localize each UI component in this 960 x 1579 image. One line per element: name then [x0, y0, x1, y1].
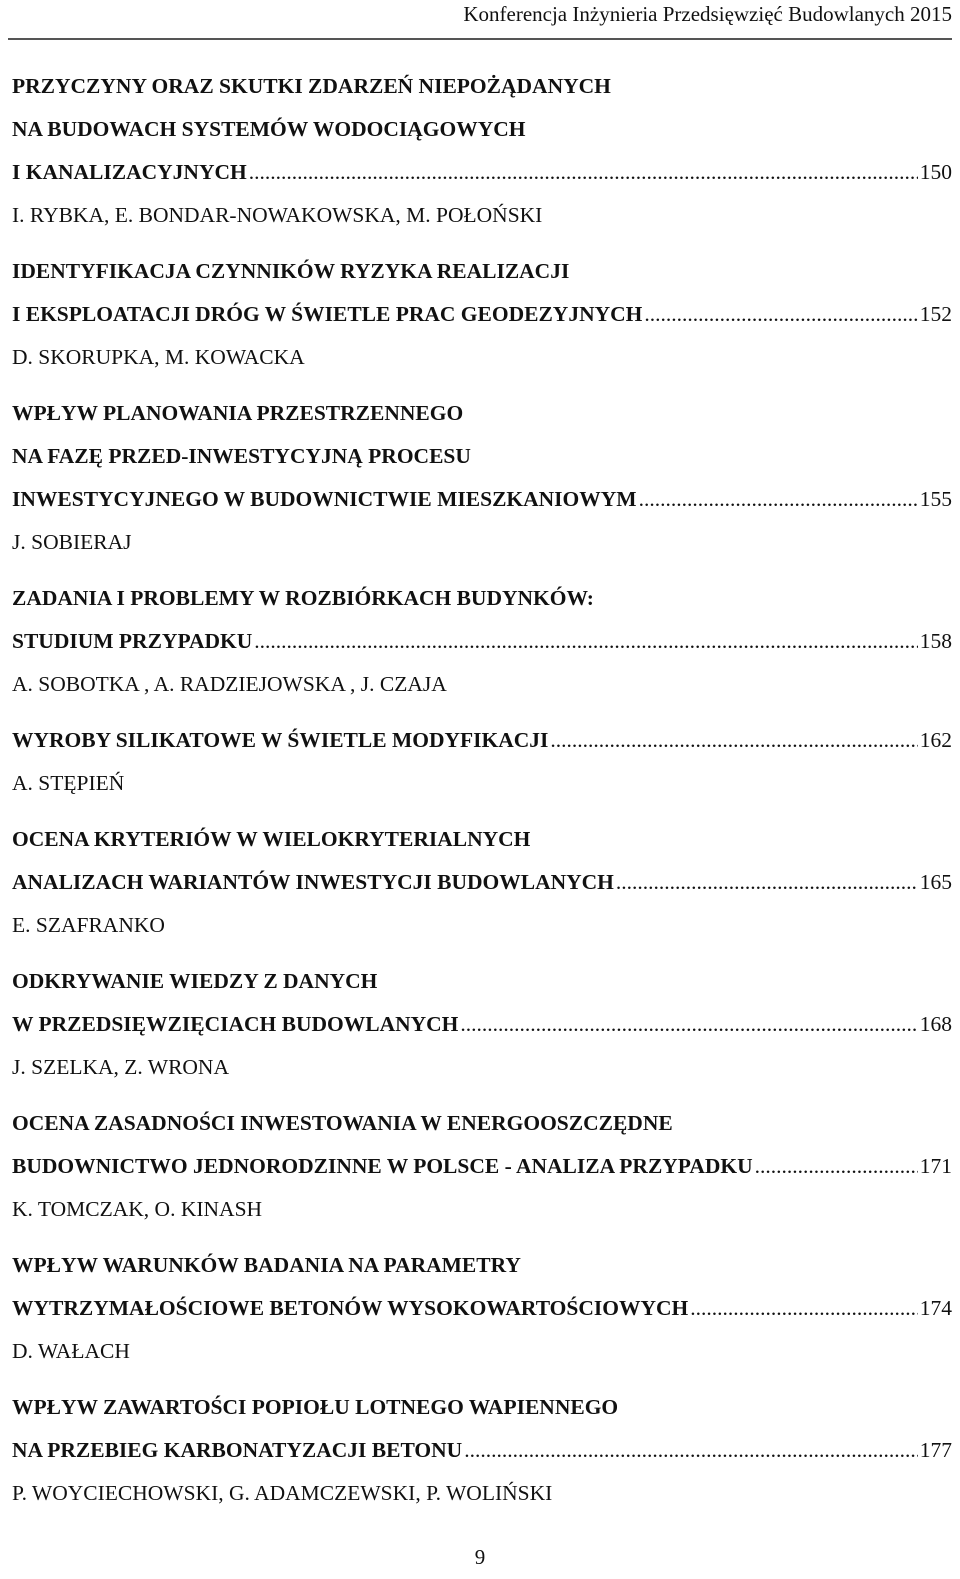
- toc-entry-authors: J. SZELKA, Z. WRONA: [12, 1055, 229, 1079]
- toc-entry-title-line: [12, 151, 952, 194]
- table-of-contents: [12, 65, 952, 1528]
- toc-entry[interactable]: [12, 818, 952, 947]
- toc-entry-title-text: WYROBY SILIKATOWE W ŚWIETLE MODYFIKACJI: [12, 728, 549, 752]
- toc-entry-authors: I. RYBKA, E. BONDAR-NOWAKOWSKA, M. POŁOŃSKI: [12, 203, 543, 227]
- toc-entry-page-number[interactable]: 174: [919, 1296, 952, 1320]
- toc-dot-leader: [254, 620, 917, 663]
- toc-entry-title-line: [12, 861, 952, 904]
- toc-entry-title-text: ZADANIA I PROBLEMY W ROZBIÓRKACH BUDYNKÓW:: [12, 586, 594, 610]
- toc-entry-authors: A. SOBOTKA , A. RADZIEJOWSKA , J. CZAJA: [12, 672, 447, 696]
- toc-entry-title-line: [12, 960, 952, 1003]
- toc-entry-page-number[interactable]: 158: [919, 629, 952, 653]
- toc-entry-authors: D. SKORUPKA, M. KOWACKA: [12, 345, 305, 369]
- toc-dot-leader: [639, 478, 918, 521]
- toc-entry[interactable]: [12, 250, 952, 379]
- toc-entry-title-text: WPŁYW ZAWARTOŚCI POPIOŁU LOTNEGO WAPIENNEGO: [12, 1395, 619, 1419]
- toc-entry-authors: P. WOYCIECHOWSKI, G. ADAMCZEWSKI, P. WOLIŃSKI: [12, 1481, 553, 1505]
- toc-entry-title-line: [12, 577, 952, 620]
- toc-entry-title-text: WPŁYW WARUNKÓW BADANIA NA PARAMETRY: [12, 1253, 521, 1277]
- toc-entry-title-line: [12, 478, 952, 521]
- toc-entry-title-text: OCENA KRYTERIÓW W WIELOKRYTERIALNYCH: [12, 827, 531, 851]
- toc-entry[interactable]: [12, 392, 952, 564]
- toc-dot-leader: [644, 293, 917, 336]
- toc-entry-page-number[interactable]: 168: [919, 1012, 952, 1036]
- toc-entry-title-text: NA FAZĘ PRZED-INWESTYCYJNĄ PROCESU: [12, 444, 471, 468]
- toc-entry-authors: D. WAŁACH: [12, 1339, 130, 1363]
- toc-entry[interactable]: [12, 65, 952, 237]
- toc-entry-title-line: [12, 719, 952, 762]
- toc-dot-leader: [249, 151, 918, 194]
- toc-entry-title-text: W PRZEDSIĘWZIĘCIACH BUDOWLANYCH: [12, 1012, 459, 1036]
- running-header: Konferencja Inżynieria Przedsięwzięć Budowlanych 2015: [463, 2, 952, 26]
- toc-entry-page-number[interactable]: 162: [919, 728, 952, 752]
- toc-entry-title-line: [12, 1145, 952, 1188]
- toc-entry-title-text: NA BUDOWACH SYSTEMÓW WODOCIĄGOWYCH: [12, 117, 526, 141]
- toc-dot-leader: [690, 1287, 918, 1330]
- toc-entry[interactable]: [12, 1102, 952, 1231]
- toc-entry-title-text: PRZYCZYNY ORAZ SKUTKI ZDARZEŃ NIEPOŻĄDANYCH: [12, 74, 611, 98]
- toc-entry-page-number[interactable]: 150: [919, 160, 952, 184]
- toc-dot-leader: [616, 861, 918, 904]
- toc-entry-page-number[interactable]: 177: [919, 1438, 952, 1462]
- toc-entry-title-line: [12, 1003, 952, 1046]
- toc-dot-leader: [460, 1003, 917, 1046]
- toc-entry-title-line: [12, 65, 952, 108]
- toc-entry[interactable]: [12, 960, 952, 1089]
- toc-entry-title-line: [12, 1386, 952, 1429]
- toc-entry-title-line: [12, 1287, 952, 1330]
- toc-entry[interactable]: [12, 577, 952, 706]
- toc-entry-title-text: ANALIZACH WARIANTÓW INWESTYCJI BUDOWLANYCH: [12, 870, 614, 894]
- toc-entry[interactable]: [12, 719, 952, 805]
- toc-entry-title-line: [12, 108, 952, 151]
- toc-entry[interactable]: [12, 1386, 952, 1515]
- page-number: 9: [474, 1545, 486, 1569]
- toc-dot-leader: [550, 719, 917, 762]
- toc-entry-page-number[interactable]: 165: [919, 870, 952, 894]
- header-divider: [8, 38, 952, 40]
- toc-entry-page-number[interactable]: 171: [919, 1154, 952, 1178]
- toc-entry-page-number[interactable]: 155: [919, 487, 952, 511]
- toc-entry-authors: J. SOBIERAJ: [12, 530, 132, 554]
- toc-entry-authors: A. STĘPIEŃ: [12, 771, 125, 795]
- toc-entry-page-number[interactable]: 152: [919, 302, 952, 326]
- toc-entry-title-text: STUDIUM PRZYPADKU: [12, 629, 253, 653]
- toc-entry-title-text: I KANALIZACYJNYCH: [12, 160, 247, 184]
- toc-entry-title-text: ODKRYWANIE WIEDZY Z DANYCH: [12, 969, 378, 993]
- toc-entry-title-line: [12, 293, 952, 336]
- toc-dot-leader: [755, 1145, 918, 1188]
- toc-entry-title-text: I EKSPLOATACJI DRÓG W ŚWIETLE PRAC GEODEZYJNYCH: [12, 302, 643, 326]
- toc-entry-title-text: WYTRZYMAŁOŚCIOWE BETONÓW WYSOKOWARTOŚCIOWYCH: [12, 1296, 689, 1320]
- toc-entry-title-line: [12, 1429, 952, 1472]
- toc-entry-title-text: IDENTYFIKACJA CZYNNIKÓW RYZYKA REALIZACJI: [12, 259, 570, 283]
- toc-entry-title-line: [12, 1102, 952, 1145]
- toc-entry-title-line: [12, 392, 952, 435]
- toc-entry-title-text: OCENA ZASADNOŚCI INWESTOWANIA W ENERGOOSZCZĘDNE: [12, 1111, 673, 1135]
- toc-entry-title-text: WPŁYW PLANOWANIA PRZESTRZENNEGO: [12, 401, 464, 425]
- toc-entry-title-line: [12, 620, 952, 663]
- toc-entry-title-text: INWESTYCYJNEGO W BUDOWNICTWIE MIESZKANIOWYM: [12, 487, 637, 511]
- toc-entry-title-text: BUDOWNICTWO JEDNORODZINNE W POLSCE - ANALIZA PRZYPADKU: [12, 1154, 753, 1178]
- toc-entry[interactable]: [12, 1244, 952, 1373]
- toc-entry-title-line: [12, 1244, 952, 1287]
- toc-entry-title-line: [12, 818, 952, 861]
- toc-entry-title-line: [12, 250, 952, 293]
- toc-entry-title-line: [12, 435, 952, 478]
- toc-entry-authors: E. SZAFRANKO: [12, 913, 165, 937]
- toc-dot-leader: [464, 1429, 918, 1472]
- toc-entry-authors: K. TOMCZAK, O. KINASH: [12, 1197, 263, 1221]
- toc-entry-title-text: NA PRZEBIEG KARBONATYZACJI BETONU: [12, 1438, 463, 1462]
